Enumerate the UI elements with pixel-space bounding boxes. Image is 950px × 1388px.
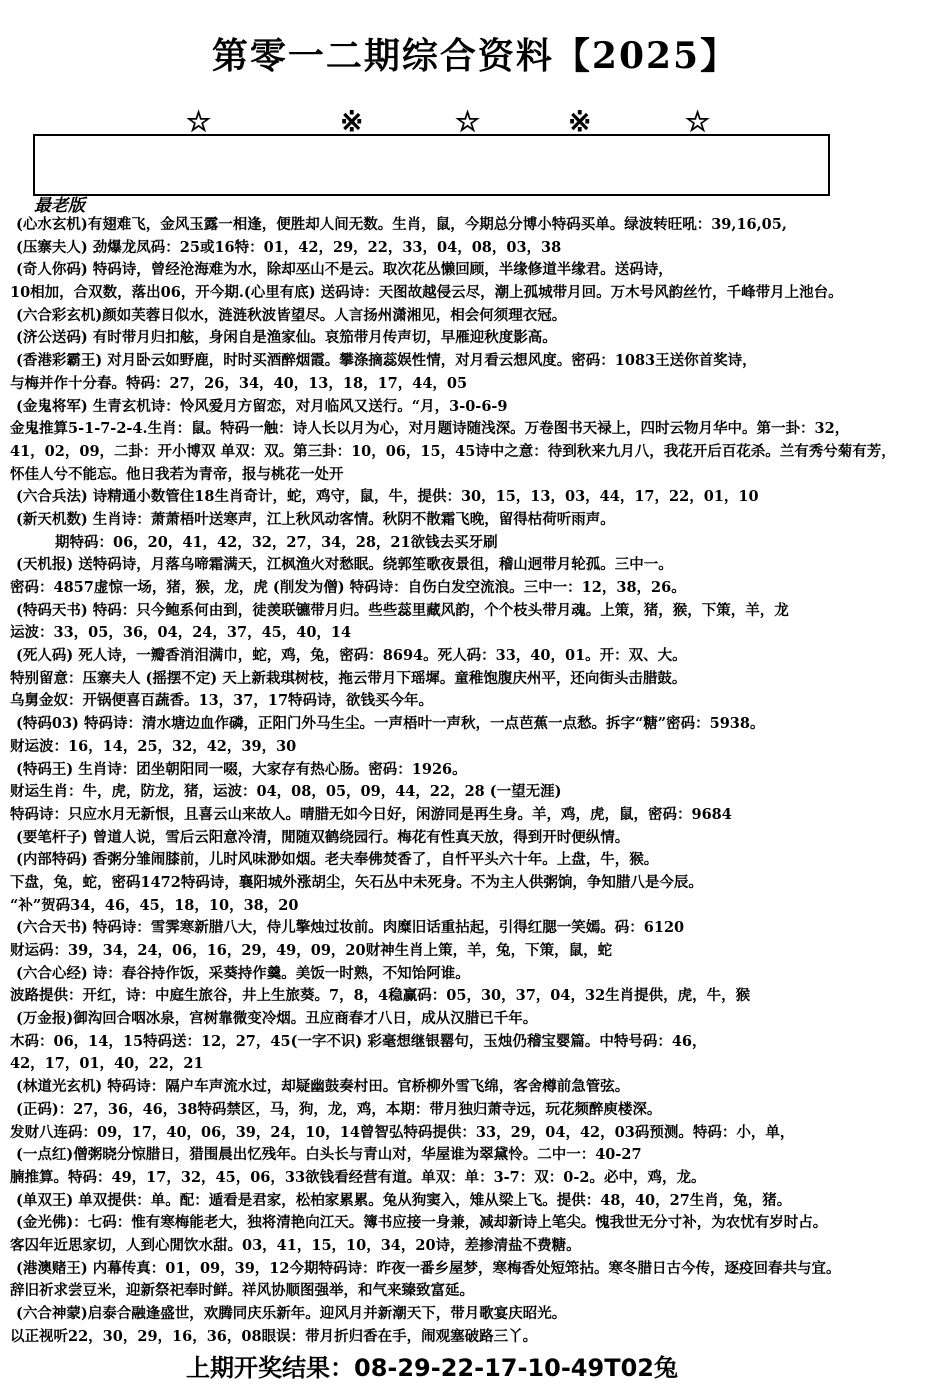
text-line: (济公送码) 有时带月归扣舷，身闲自是渔家仙。哀笳带月传声切，早雁迎秋度影高。	[16, 329, 557, 347]
text-line: 发财八连码：09，17，40，06，39，24，10，14曾智弘特码提供：33，29，04，42，03码预测。特码：小，单，	[10, 1123, 795, 1141]
text-line: 特码诗：只应水月无新恨，且喜云山来故人。晴腊无如今日好，闲游同是再生身。羊，鸡，虎，鼠，密码：9684	[10, 805, 732, 823]
text-line: 密码：4857虚惊一场，猪，猴，龙，虎 (削发为僧) 特码诗：自伤白发空流浪。三中一：12，38，26。	[10, 579, 686, 596]
text-line: (六合彩玄机)颜如芙蓉日似水，涟涟秋波皆望尽。人言扬州潇湘见，相会何须理衣冠。	[16, 306, 567, 324]
text-line: (一点红)僧粥晓分惊腊日，猎围晨出忆残年。白头长与青山对，华屋谁为翠黛怜。二中一：40-27	[16, 1146, 642, 1164]
text-line: (香港彩霸王) 对月卧云如野鹿，时时买酒醉烟霞。攀涤摘蕊娱性情，对月看云想风度。密码：1083王送你首奖诗，	[16, 352, 757, 370]
text-line: (林道光玄机) 特码诗：隔户车声流水过，却疑幽鼓奏村田。官桥柳外雪飞绵，客舍樽前急管弦。	[16, 1078, 630, 1096]
text-line: (六合兵法) 诗精通小数管住18生肖奇计，蛇，鸡守，鼠，牛，提供：30，15，13，03，44，17，22，01，10	[16, 488, 759, 506]
text-line: “补”贺码34，46，45，18，10，38，20	[10, 896, 299, 914]
text-line: (心水玄机)有翅难飞，金风玉露一相逢，便胜却人间无数。生肖，鼠，今期总分博小特码买单。绿波转旺吼：39,16,05,	[16, 216, 787, 233]
text-line: (六合神蒙)启泰合融逢盛世，欢腾同庆乐新年。迎风月并新潮天下，带月歌宴庆昭光。	[16, 1305, 567, 1322]
text-line: (特码天书) 特码：只今鲍系何由到，徒羡联镳带月归。些些蕊里藏风韵，个个枝头带月魂。上策，猪，猴，下策，羊，龙	[16, 601, 789, 619]
text-line: (内部特码) 香粥分雏闹膝前，儿时风味渺如烟。老夫奉佛焚香了，自忏平头六十年。上盘，牛，猴。	[16, 851, 659, 869]
asterisk-icon: ※	[568, 105, 592, 138]
header-box	[33, 134, 830, 196]
text-line: (特码王) 生肖诗：团坐朝阳同一啜，大家存有热心肠。密码：1926。	[16, 760, 467, 778]
text-line: 下盘，兔，蛇，密码1472特码诗，襄阳城外涨胡尘，矢石丛中未死身。不为主人供粥饷，争知腊八是今辰。	[10, 873, 703, 891]
text-line: (金鬼将军) 生青玄机诗：怜风爱月方留恋，对月临风又送行。“月，3-0-6-9	[16, 397, 508, 415]
star-icon: ☆	[186, 105, 212, 138]
text-line: (六合天书) 特码诗：雪霁寒新腊八大，侍儿擎烛过妆前。肉糜旧话重拈起，引得红腮一笑嫣。码：6120	[16, 919, 685, 937]
text-line: (要笔杆子) 曾道人说，雪后云阳意冷清，閒随双鹤绕园行。梅花有性真天放，得到开时便纵情。	[16, 828, 630, 846]
star-icon: ☆	[455, 105, 481, 138]
text-line: (港澳赌王) 内幕传真：01，09，39，12今期特码诗：昨夜一番乡屋梦，寒梅香处短筇拈。寒冬腊日古今传，逐疫回春共与宜。	[16, 1259, 841, 1277]
text-line: 10相加，合双数，落出06，开今期.(心里有底) 送码诗：天图故越侵云尽，潮上孤城带月回。万木号风韵丝竹，千峰带月上池台。	[10, 284, 843, 302]
content-body	[10, 214, 945, 1348]
text-line: 波路提供：开红，诗：中庭生旅谷，井上生旅葵。7，8，4稳赢码：05，30，37，04，32生肖提供，虎，牛，猴	[10, 987, 751, 1005]
last-draw-result: 上期开奖结果：08-29-22-17-10-49T02兔	[186, 1348, 678, 1383]
text-line: 以正视听22，30，29，16，36，08眼误：带月折归香在手，闹观塞破路三丫。	[10, 1327, 538, 1345]
star-icon: ☆	[685, 105, 711, 138]
text-line: 财运码：39，34，24，06，16，29，49，09，20财神生肖上策，羊，兔，下策，鼠，蛇	[10, 942, 613, 959]
text-line: 客囚年近思家切，人到心閒饮水甜。03，41，15，10，34，20诗，差掺清盐不费糖。	[10, 1236, 581, 1254]
text-line: (死人码) 死人诗，一瓣香消泪满巾，蛇，鸡，兔，密码：8694。死人码：33，40，01。开：双、大。	[16, 647, 687, 665]
text-line: (单双王) 单双提供：单。配：遁看是君家，松柏家累累。兔从狗窦入，雉从梁上飞。提供：48，40，27生肖，兔，猪。	[16, 1191, 792, 1209]
text-line: (正码)：27，36，46，38特码禁区，马，狗，龙，鸡，本期：带月独归萧寺远，玩花频醉庾楼深。	[16, 1100, 662, 1118]
text-line: (奇人你码) 特码诗，曾经沧海难为水，除却巫山不是云。取次花丛懒回顾，半缘修道半缘君。送码诗，	[16, 261, 673, 279]
text-line: 木码：06，14，15特码送：12，27，45(一字不识) 彩毫想继银罂句，玉烛仍稽宝婴篇。中特号码：46，	[10, 1032, 707, 1050]
text-line: 财运波：16，14，25，32，42，39，30	[10, 737, 297, 755]
text-line: 特别留意：压寨夫人 (摇摆不定) 天上新栽琪树枝，拖云带月下瑶墀。童稚饱腹庆州平，还向街头击腊鼓。	[10, 669, 687, 687]
text-line: (特码03) 特码诗：清水塘边血作磷，正阳门外马生尘。一声梧叶一声秋，一点芭蕉一点愁。拆字“糖”密码：5938。	[16, 715, 765, 733]
text-line: (新天机数) 生肖诗：萧萧梧叶送寒声，江上秋风动客情。秋阴不散霜飞晚，留得枯荷听雨声。	[16, 510, 615, 528]
text-line: 财运生肖：牛，虎，防龙，猪，运波：04，08，05，09，44，22，28 (一望无涯)	[10, 783, 562, 801]
text-line: 怀佳人兮不能忘。他日我若为青帝，报与桃花一处开	[10, 465, 344, 483]
text-line: 辞旧祈求尝豆米，迎新祭祀奉时鲜。祥风协顺图强举，和气来臻致富延。	[10, 1282, 474, 1300]
page-title: 第零一二期综合资料【2025】	[211, 35, 739, 77]
text-line: 金鬼推算5-1-7-2-4.生肖：鼠。特码一触：诗人长以月为心，对月题诗随浅深。万卷图书天禄上，四时云物月华中。第一卦：32，	[10, 420, 850, 438]
text-line: 腩推算。特码：49，17，32，45，06，33欲钱看经营有道。单双：单：3-7：双：0-2。必中，鸡，龙。	[10, 1168, 706, 1186]
text-line: (天机报) 送特码诗，月落乌啼霜满天，江枫渔火对愁眠。绕郭笙歌夜景徂，稽山迥带月轮孤。三中一。	[16, 556, 673, 574]
text-line: (压寨夫人) 劲爆龙凤码：25或16特：01，42，29，22，33，04，08，03，38	[16, 238, 562, 256]
text-line: 运波：33，05，36，04，24，37，45，40，14	[10, 624, 352, 642]
text-line: 与梅并作十分春。特码：27，26，34，40，13，18，17，44，05	[10, 374, 468, 392]
text-line: 41，02，09，二卦：开小博双 单双：双。第三卦：10，06，15，45诗中之意：待到秋来九月八，我花开后百花杀。兰有秀兮菊有芳，	[10, 442, 896, 460]
asterisk-icon: ※	[340, 105, 364, 138]
edition-label: 最老版	[34, 196, 85, 216]
text-line: (万金报)御沟回合咽冰泉，宫树靠微变冷烟。丑应商春才八日，成从汉腊已千年。	[16, 1010, 538, 1028]
text-line: (六合心经) 诗：春谷持作饭，采葵持作羹。美饭一时熟，不知饴阿谁。	[16, 964, 470, 982]
text-line: (金光佛)：七码：惟有寒梅能老大，独将清艳向江天。簿书应接一身兼，减却新诗上笔尖。愧我世无分寸补，为农忧有岁时占。	[16, 1214, 828, 1232]
text-line: 乌舅金奴：开锅便喜百蔬香。13，37，17特码诗，欲钱买今年。	[10, 692, 434, 710]
text-line: 42，17，01，40，22，21	[10, 1055, 204, 1073]
text-line: 期特码：06，20，41，42，32，27，34，28，21欲钱去买牙刷	[55, 533, 498, 551]
